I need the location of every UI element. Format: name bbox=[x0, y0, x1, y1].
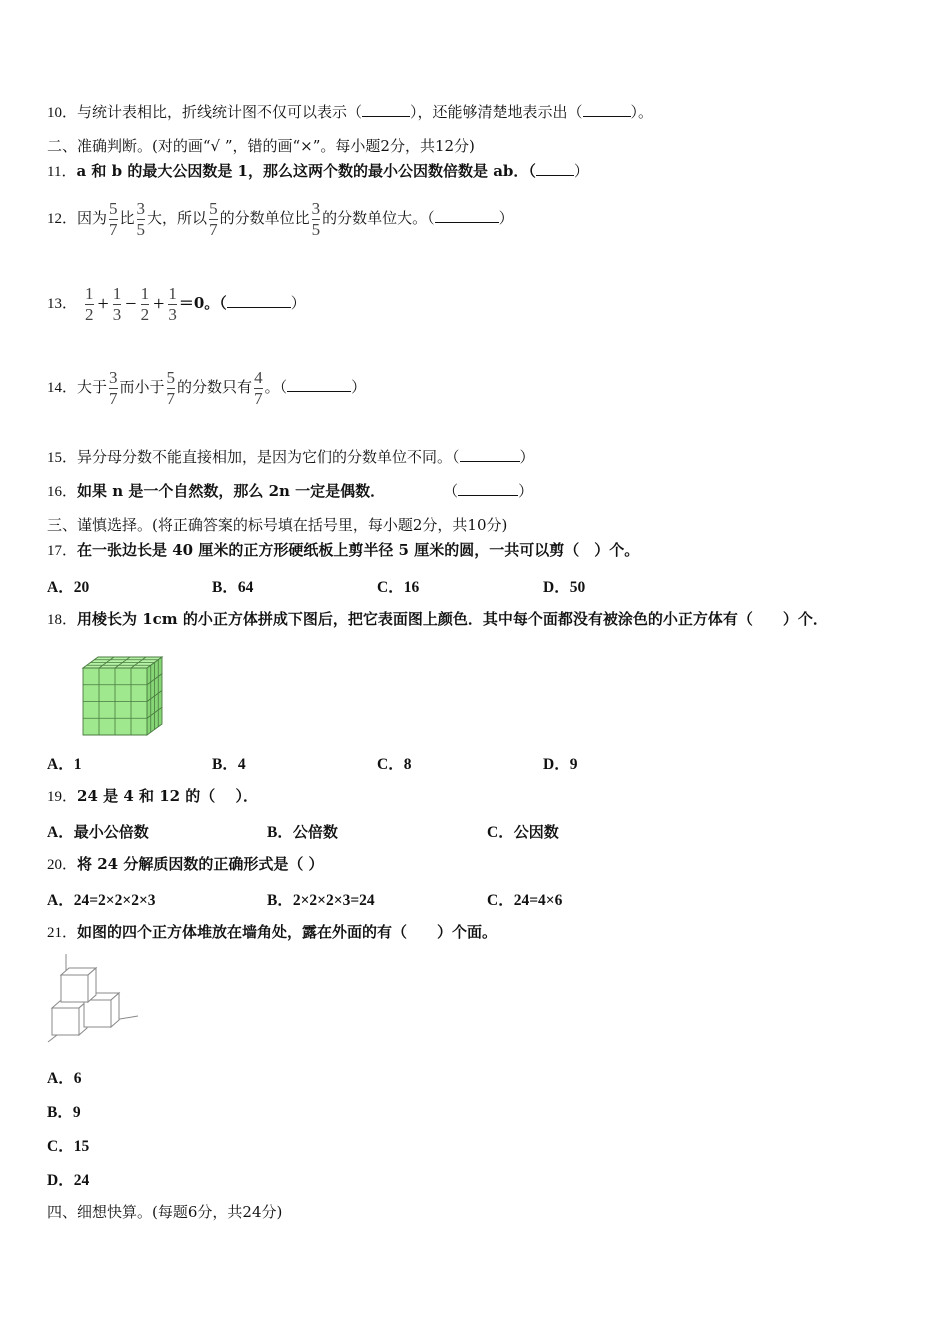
answer-blank[interactable] bbox=[458, 482, 518, 496]
option-b[interactable]: B．64 bbox=[212, 579, 254, 596]
cube-figure bbox=[78, 654, 168, 738]
option-label: 最小公倍数 bbox=[73, 823, 149, 841]
question-text: 在一张边长是 40 厘米的正方形硬纸板上剪半径 5 厘米的圆，一共可以剪（ ）个。 bbox=[77, 541, 640, 559]
fraction bbox=[168, 284, 177, 325]
question-number: 13． bbox=[47, 296, 78, 312]
option-d[interactable]: D．50 bbox=[543, 579, 586, 596]
question-text: 比 bbox=[119, 209, 135, 227]
answer-blank[interactable] bbox=[583, 103, 631, 117]
question-text: 与统计表相比，折线统计图不仅可以表示（ bbox=[77, 103, 363, 121]
fraction bbox=[85, 284, 94, 325]
option-label: 公倍数 bbox=[292, 823, 338, 841]
option-b[interactable] bbox=[267, 820, 338, 842]
question-text: ） bbox=[498, 209, 514, 227]
question-19 bbox=[47, 786, 258, 807]
question-11 bbox=[47, 161, 589, 182]
denominator: 7 bbox=[254, 388, 263, 408]
numerator: 5 bbox=[166, 367, 176, 387]
numerator: 1 bbox=[112, 283, 122, 303]
option-b[interactable]: B．2×2×2×3=24 bbox=[267, 892, 375, 909]
question-text: （ bbox=[443, 482, 459, 500]
numerator: 3 bbox=[311, 198, 321, 218]
option-c[interactable]: C．8 bbox=[377, 756, 412, 773]
question-text: ），还能够清楚地表示出（ bbox=[410, 103, 583, 121]
section-4-heading: 四、细想快算。(每题6分，共24分) bbox=[47, 1203, 283, 1221]
denominator: 2 bbox=[85, 304, 94, 324]
denominator: 5 bbox=[311, 219, 321, 239]
fraction bbox=[209, 199, 218, 240]
option-c[interactable] bbox=[487, 820, 559, 842]
answer-blank[interactable] bbox=[362, 103, 410, 117]
fraction bbox=[254, 368, 263, 409]
denominator: 7 bbox=[109, 219, 118, 239]
question-number: 17． bbox=[47, 543, 78, 559]
question-text: ） bbox=[518, 482, 534, 500]
option-b[interactable]: B．4 bbox=[212, 756, 246, 773]
numerator: 5 bbox=[109, 198, 118, 218]
option-d[interactable]: D．9 bbox=[543, 756, 578, 773]
question-text: 。（ bbox=[264, 378, 288, 396]
question-16 bbox=[47, 481, 533, 502]
question-text: 的分数只有 bbox=[177, 378, 253, 396]
question-17 bbox=[47, 540, 639, 561]
question-12 bbox=[47, 196, 514, 241]
question-number: 20． bbox=[47, 857, 78, 873]
fraction bbox=[109, 199, 118, 240]
fraction bbox=[141, 284, 150, 325]
answer-blank[interactable] bbox=[287, 378, 351, 392]
answer-blank[interactable] bbox=[536, 162, 574, 176]
option-b[interactable]: B．9 bbox=[47, 1104, 81, 1121]
question-10 bbox=[47, 102, 653, 123]
numerator: 1 bbox=[85, 283, 94, 303]
answer-blank[interactable] bbox=[460, 448, 520, 462]
question-text: 异分母分数不能直接相加，是因为它们的分数单位不同。（ bbox=[77, 448, 460, 466]
denominator: 3 bbox=[112, 304, 122, 324]
option-a[interactable]: A．1 bbox=[47, 756, 82, 773]
question-number: 11． bbox=[47, 164, 77, 180]
question-number: 16． bbox=[47, 484, 78, 500]
question-text: 大于 bbox=[77, 378, 108, 396]
minus-sign: − bbox=[125, 293, 137, 315]
question-number: 12． bbox=[47, 211, 78, 227]
question-text: 因为 bbox=[77, 209, 108, 227]
option-d[interactable]: D．24 bbox=[47, 1172, 90, 1189]
question-text: ＝0。（ bbox=[178, 294, 227, 312]
option-c[interactable]: C．15 bbox=[47, 1138, 90, 1155]
question-number: 21． bbox=[47, 925, 78, 941]
numerator: 1 bbox=[140, 283, 150, 303]
option-a[interactable]: A．20 bbox=[47, 579, 90, 596]
denominator: 7 bbox=[109, 388, 118, 408]
question-text: 的分数单位比 bbox=[219, 209, 310, 227]
denominator: 7 bbox=[166, 388, 176, 408]
fraction bbox=[137, 199, 146, 240]
numerator: 1 bbox=[168, 283, 177, 303]
option-key: B． bbox=[267, 824, 293, 841]
option-a[interactable]: A．6 bbox=[47, 1070, 82, 1087]
numerator: 4 bbox=[254, 367, 263, 387]
option-a[interactable]: A．24=2×2×2×3 bbox=[47, 892, 156, 909]
option-c[interactable]: C．24=4×6 bbox=[487, 892, 563, 909]
fraction bbox=[167, 368, 176, 409]
question-text: ） bbox=[351, 378, 367, 396]
question-text: 的分数单位大。（ bbox=[322, 209, 435, 227]
question-number: 19． bbox=[47, 789, 78, 805]
option-c[interactable]: C．16 bbox=[377, 579, 420, 596]
denominator: 2 bbox=[140, 304, 150, 324]
question-15 bbox=[47, 447, 535, 468]
question-text: ） bbox=[290, 294, 306, 312]
question-text: 而小于 bbox=[119, 378, 165, 396]
question-number: 15． bbox=[47, 450, 78, 466]
answer-blank[interactable] bbox=[227, 294, 291, 308]
question-text: 用棱长为 1cm 的小正方体拼成下图后，把它表面图上颜色．其中每个面都没有被涂色的小正方体有（ ）个． bbox=[77, 610, 828, 628]
numerator: 3 bbox=[109, 367, 118, 387]
question-text: 24 是 4 和 12 的（ ）． bbox=[77, 787, 259, 805]
denominator: 3 bbox=[168, 304, 177, 324]
fraction bbox=[113, 284, 122, 325]
question-text: ） bbox=[519, 448, 535, 466]
question-text: 将 24 分解质因数的正确形式是（ ） bbox=[77, 855, 324, 873]
option-key: C． bbox=[487, 824, 514, 841]
question-text: 如图的四个正方体堆放在墙角处，露在外面的有（ ）个面。 bbox=[77, 923, 498, 941]
denominator: 7 bbox=[209, 219, 218, 239]
question-text: ）。 bbox=[630, 103, 654, 121]
option-a[interactable] bbox=[47, 820, 149, 842]
question-text: 大，所以 bbox=[147, 209, 208, 227]
option-key: A． bbox=[47, 824, 74, 841]
question-21 bbox=[47, 922, 497, 943]
question-18 bbox=[47, 609, 828, 630]
plus-sign: + bbox=[97, 293, 109, 315]
section-2-heading: 二、准确判断。(对的画“√ ”，错的画“×”。每小题2分，共12分) bbox=[47, 137, 475, 155]
question-text: ） bbox=[573, 162, 589, 180]
option-label: 公因数 bbox=[513, 823, 559, 841]
numerator: 3 bbox=[136, 198, 146, 218]
question-text: 如果 n 是一个自然数，那么 2n 一定是偶数． bbox=[77, 482, 386, 500]
fraction bbox=[109, 368, 118, 409]
denominator: 5 bbox=[136, 219, 146, 239]
question-14 bbox=[47, 365, 366, 410]
question-20 bbox=[47, 854, 324, 875]
fraction bbox=[312, 199, 321, 240]
section-3-heading: 三、谨慎选择。(将正确答案的标号填在括号里，每小题2分，共10分) bbox=[47, 516, 508, 534]
question-number: 18． bbox=[47, 612, 78, 628]
answer-blank[interactable] bbox=[435, 209, 499, 223]
question-text: a 和 b 的最大公因数是 1，那么这两个数的最小公因数倍数是 ab．（ bbox=[76, 162, 536, 180]
corner-cubes-figure bbox=[44, 952, 144, 1044]
numerator: 5 bbox=[209, 198, 218, 218]
question-number: 10． bbox=[47, 105, 78, 121]
plus-sign: + bbox=[153, 293, 165, 315]
question-13 bbox=[47, 281, 306, 326]
question-number: 14． bbox=[47, 380, 78, 396]
